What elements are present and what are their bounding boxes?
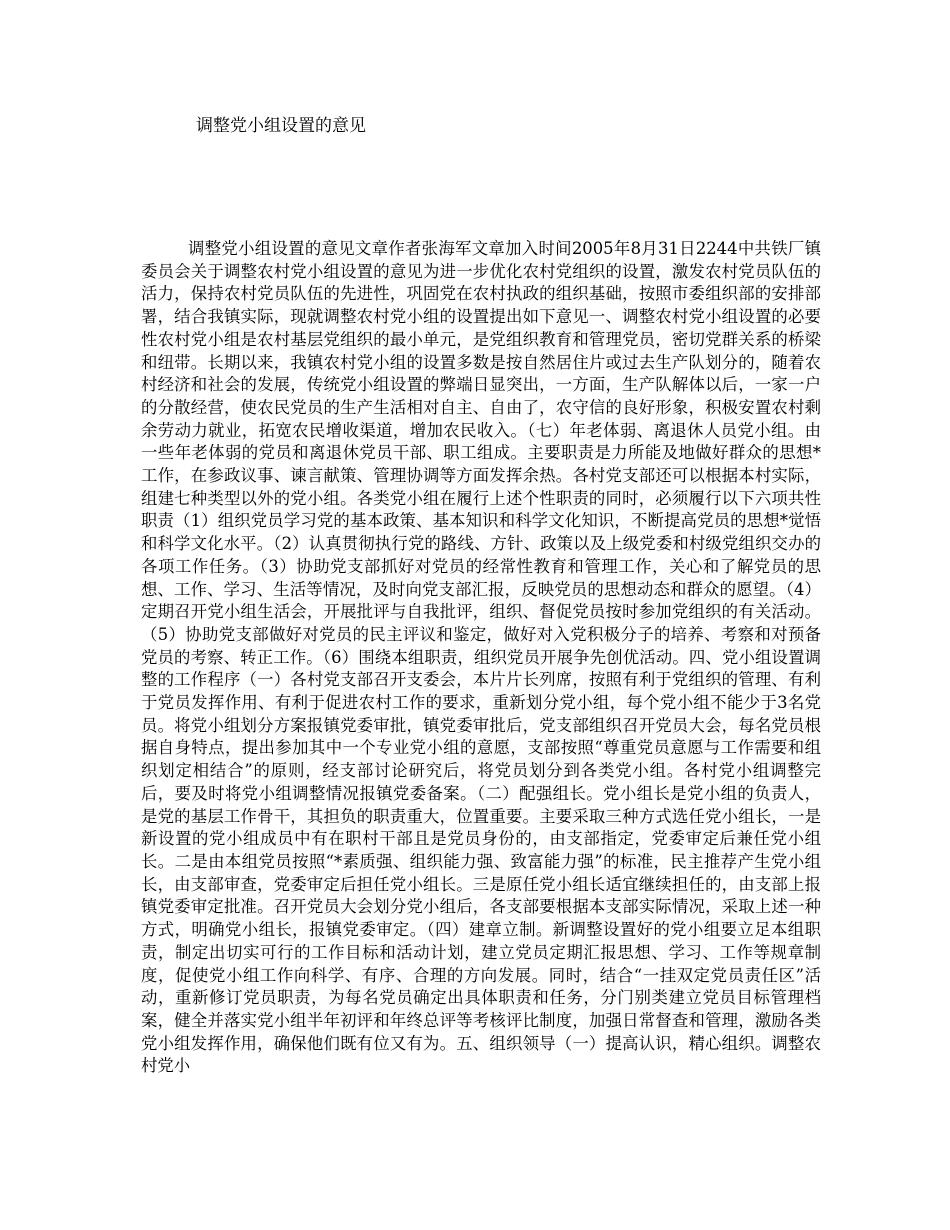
document-title: 调整党小组设置的意见	[196, 116, 366, 136]
document-body-text: 调整党小组设置的意见文章作者张海军文章加入时间2005年8月31日2244中共铁厂镇委员会关于调整农村党小组设置的意见为进一步优化农村党组织的设置，激发农村党员队伍的活力，保持农村党员队伍的先进性，巩固党在农村执政的组织基础，按照市委组织部的安排部署，结合我镇实际，现就调整农村党小组的设置提出如下意见一、调整农村党小组设置的必要性农村党小组是农村基层党组织的最小单元，是党组织教育和管理党员，密切党群关系的桥梁和纽带。长期以来，我镇农村党小组的设置多数是按自然居住片或过去生产队划分的，随着农村经济和社会的发展，传统党小组设置的弊端日显突出，一方面，生产队解体以后，一家一户的分散经营，使农民党员的生产生活相对自主、自由了，农守信的良好形象，积极安置农村剩余劳动力就业，拓宽农民增收渠道，增加农民收入。（七）年老体弱、离退休人员党小组。由一些年老体弱的党员和离退休党员干部、职工组成。主要职责是力所能及地做好群众的思想*工作，在参政议事、谏言献策、管理协调等方面发挥余热。各村党支部还可以根据本村实际，组建七种类型以外的党小组。各类党小组在履行上述个性职责的同时，必须履行以下六项共性职责（1）组织党员学习党的基本政策、基本知识和科学文化知识，不断提高党员的思想*觉悟和科学文化水平。（2）认真贯彻执行党的路线、方针、政策以及上级党委和村级党组织交办的各项工作任务。（3）协助党支部抓好对党员的经常性教育和管理工作，关心和了解党员的思想、工作、学习、生活等情况，及时向党支部汇报，反映党员的思想动态和群众的愿望。（4）定期召开党小组生活会，开展批评与自我批评，组织、督促党员按时参加党组织的有关活动。（5）协助党支部做好对党员的民主评议和鉴定，做好对入党积极分子的培养、考察和对预备党员的考察、转正工作。（6）围绕本组职责，组织党员开展争先创优活动。四、党小组设置调整的工作程序（一）各村党支部召开支委会，本片片长列席，按照有利于党组织的管理、有利于党员发挥作用、有利于促进农村工作的要求，重新划分党小组，每个党小组不能少于3名党员。将党小组划分方案报镇党委审批，镇党委审批后，党支部组织召开党员大会，每名党员根据自身特点，提出参加其中一个专业党小组的意愿，支部按照“尊重党员意愿与工作需要和组织划定相结合”的原则，经支部讨论研究后，将党员划分到各类党小组。各村党小组调整完后，要及时将党小组调整情况报镇党委备案。（二）配强组长。党小组长是党小组的负责人，是党的基层工作骨干，其担负的职责重大，位置重要。主要采取三种方式选任党小组长，一是新设置的党小组成员中有在职村干部且是党员身份的，由支部指定，党委审定后兼任党小组长。二是由本组党员按照“*素质强、组织能力强、致富能力强”的标准，民主推荐产生党小组长，由支部审查，党委审定后担任党小组长。三是原任党小组长适宜继续担任的，由支部上报镇党委审定批准。召开党员大会划分党小组后，各支部要根据本支部实际情况，采取上述一种方式，明确党小组长，报镇党委审定。（四）建章立制。新调整设置好的党小组要立足本组职责，制定出切实可行的工作目标和活动计划，建立党员定期汇报思想、学习、工作等规章制度，促使党小组工作向科学、有序、合理的方向发展。同时，结合“一挂双定党员责任区”活动，重新修订党员职责，为每名党员确定出具体职责和任务，分门别类建立党员目标管理档案，健全并落实党小组半年初评和年终总评等考核评比制度，加强日常督查和管理，激励各类党小组发挥作用，确保他们既有位又有为。五、组织领导（一）提高认识，精心组织。调整农村党小	[141, 239, 821, 1076]
